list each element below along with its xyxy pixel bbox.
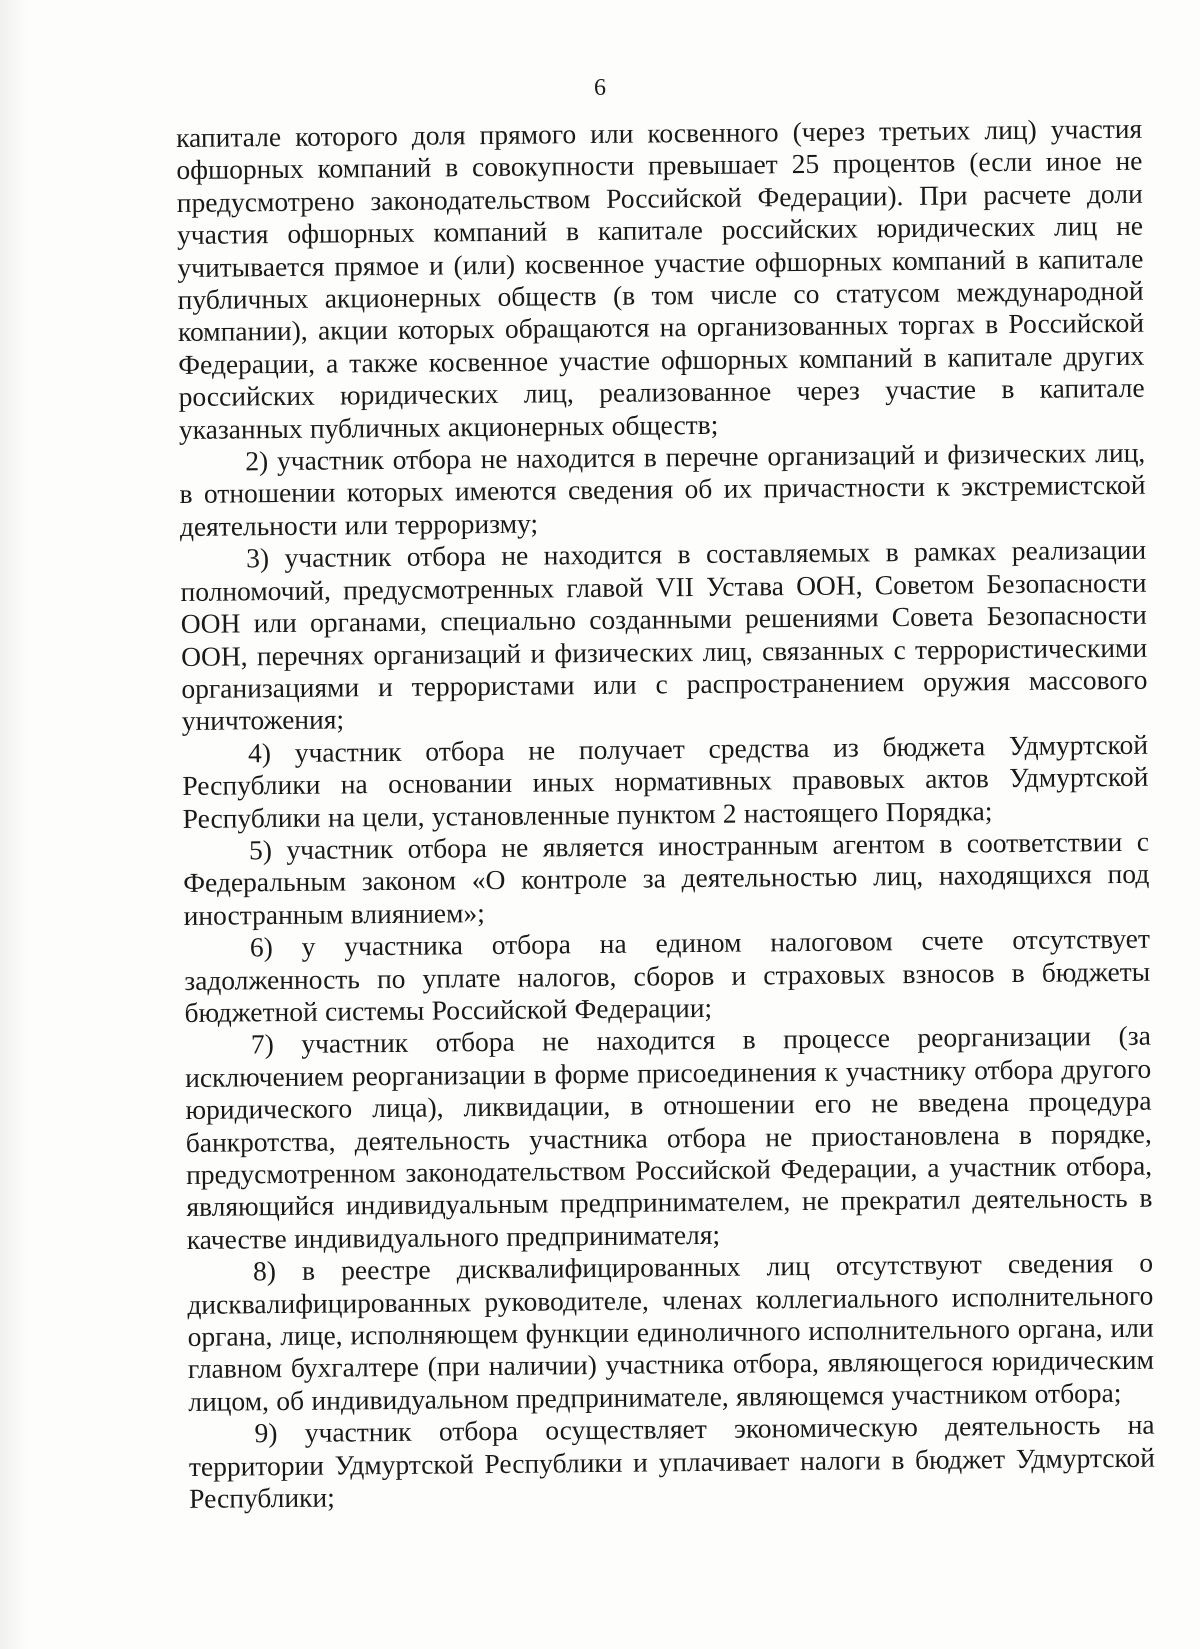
list-item-9: 9) участник отбора осуществляет экономическую деятельность на территории Удмуртской Республики и уплачивает налоги в бюджет Удмуртской Республики; [188, 1408, 1156, 1514]
page-number: 6 [594, 75, 606, 101]
list-item-4: 4) участник отбора не получает средства из бюджета Удмуртской Республики на основании иных нормативных правовых актов Удмуртской Республики на цели, установленные пунктом 2 настоящего Порядка; [182, 728, 1149, 834]
document-body [176, 113, 1155, 1516]
list-item-7: 7) участник отбора не находится в процессе реорганизации (за исключением реорганизации в форме присоединения к участнику отбора другого юридического лица), ликвидации, в отношении его не введена процедура банкротства, деятельность участника отбора не приостановлена в порядке, предусмотренном законодательством Российской Федерации, а участник отбора, являющийся индивидуальным предпринимателем, не прекратил деятельность в качестве индивидуального предпринимателя; [185, 1020, 1153, 1255]
list-item-8: 8) в реестре дисквалифицированных лиц отсутствуют сведения о дисквалифицированных руководителе, членах коллегиального исполнительного органа, лице, исполняющем функции единоличного исполнительного органа, или главном бухгалтере (при наличии) участника отбора, являющегося юридическим лицом, об индивидуальном предпринимателе, являющемся участником отбора; [187, 1246, 1155, 1417]
scan-shadow-edge [0, 0, 28, 1649]
list-item-3: 3) участник отбора не находится в составляемых в рамках реализации полномочий, предусмотренных главой VII Устава ООН, Советом Безопасности ООН или органами, специально созданными решениями Совета Безопасности ООН, перечнях организаций и физических лиц, связанных с террористическими организациями и террористами или с распространением оружия массового уничтожения; [180, 533, 1148, 737]
list-item-6: 6) у участника отбора на едином налоговом счете отсутствует задолженность по уплате налогов, сборов и страховых взносов в бюджеты бюджетной системы Российской Федерации; [184, 922, 1151, 1028]
list-item-5: 5) участник отбора не является иностранным агентом в соответствии с Федеральным законом «О контроле за деятельностью лиц, находящихся под иностранным влиянием»; [183, 825, 1150, 931]
list-item-2: 2) участник отбора не находится в перечне организаций и физических лиц, в отношении которых имеются сведения об их причастности к экстремистской деятельности или терроризму; [179, 436, 1146, 542]
paragraph-continuation: капитале которого доля прямого или косвенного (через третьих лиц) участия офшорных компаний в совокупности превышает 25 процентов (если иное не предусмотрено законодательством Российской Федерации). При расчете доли участия офшорных компаний в капитале российских юридических лиц не учитывается прямое и (или) косвенное участие офшорных компаний в капитале публичных акционерных обществ (в том числе со статусом международной компании), акции которых обращаются на организованных торгах в Российской Федерации, а также косвенное участие офшорных компаний в капитале других российских юридических лиц, реализованное через участие в капитале указанных публичных акционерных обществ; [176, 112, 1145, 445]
